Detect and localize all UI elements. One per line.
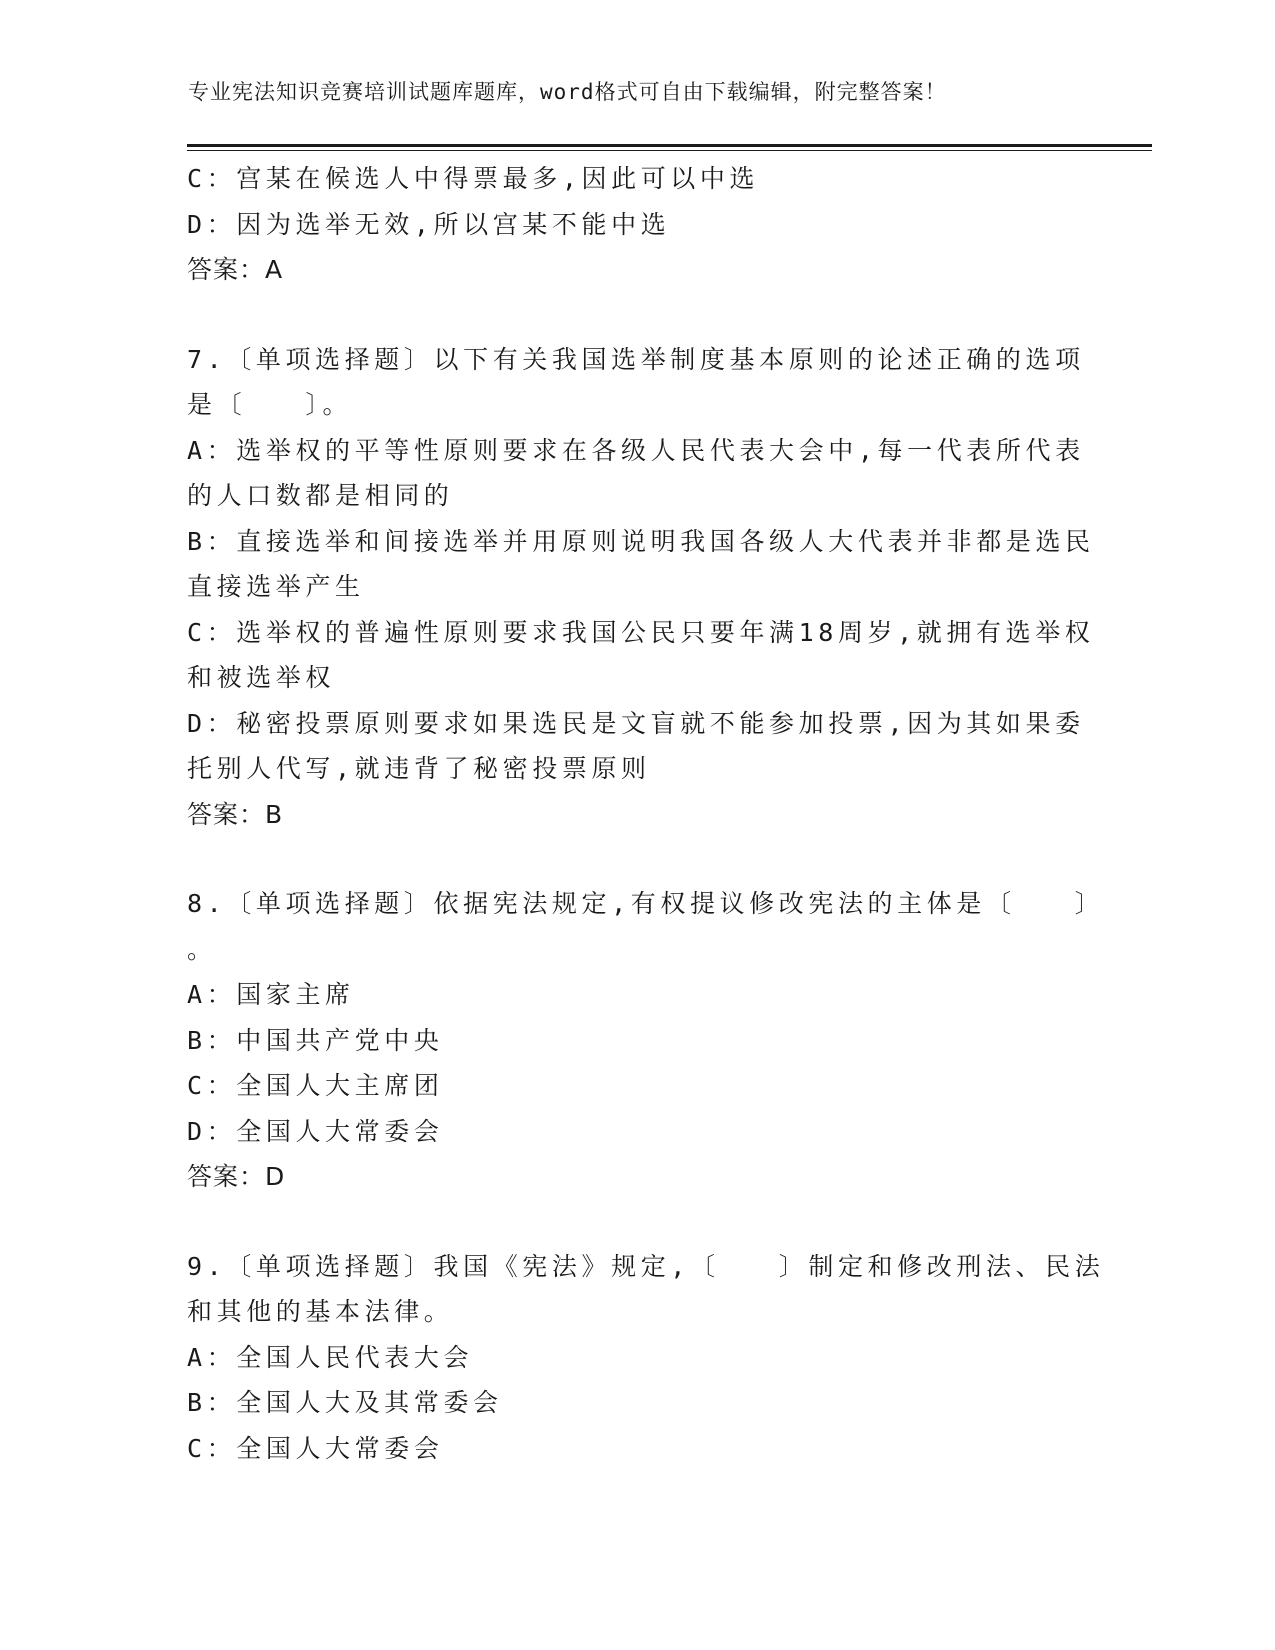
q7-option-c-line-1: C：选举权的普遍性原则要求我国公民只要年满18周岁,就拥有选举权: [187, 617, 1095, 647]
q7-option-b-line-2: 直接选举产生: [187, 572, 365, 601]
page-header: 专业宪法知识竞赛培训试题库题库，word格式可自由下载编辑，附完整答案！: [188, 80, 947, 104]
q6-answer: 答案：A: [187, 255, 284, 284]
q7-stem-line-2: 是〔 〕。: [187, 390, 353, 419]
q9-option-b: B：全国人大及其常委会: [187, 1388, 503, 1417]
q7-option-a-line-1: A：选举权的平等性原则要求在各级人民代表大会中,每一代表所代表: [187, 435, 1085, 465]
q6-option-d: D：因为选举无效,所以宫某不能中选: [187, 209, 671, 239]
q7-stem-line-1: 7.〔单项选择题〕以下有关我国选举制度基本原则的论述正确的选项: [187, 344, 1085, 374]
q9-option-a: A：全国人民代表大会: [187, 1342, 474, 1372]
q8-option-d: D：全国人大常委会: [187, 1116, 444, 1146]
q6-option-c: C：宫某在候选人中得票最多,因此可以中选: [187, 164, 760, 193]
q8-answer: 答案：D: [187, 1162, 286, 1191]
q7-answer: 答案：B: [187, 799, 284, 829]
q7-option-c-line-2: 和被选举权: [187, 663, 336, 692]
question-7: [187, 337, 1095, 838]
q7-option-d-line-1: D：秘密投票原则要求如果选民是文盲就不能参加投票,因为其如果委: [187, 708, 1085, 738]
header-rule-thick: [187, 144, 1152, 147]
q9-option-c: C：全国人大常委会: [187, 1433, 444, 1463]
question-9: [187, 1244, 1105, 1472]
q7-option-b-line-1: B：直接选举和间接选举并用原则说明我国各级人大代表并非都是选民: [187, 526, 1095, 556]
question-6-tail: [187, 156, 1087, 293]
q7-option-d-line-2: 托别人代写,就违背了秘密投票原则: [187, 754, 651, 783]
q8-option-c: C：全国人大主席团: [187, 1071, 444, 1100]
q7-option-a-line-2: 的人口数都是相同的: [187, 481, 454, 510]
question-8: [187, 881, 1105, 1200]
spacer: [187, 293, 1087, 337]
spacer: [187, 837, 1087, 881]
q8-stem-line-2: 。: [187, 934, 217, 964]
question-content: [187, 156, 1105, 1471]
header-rule-thin: [187, 150, 1152, 151]
q8-option-a: A：国家主席: [187, 980, 355, 1009]
q8-stem-line-1: 8.〔单项选择题〕依据宪法规定,有权提议修改宪法的主体是〔 〕: [187, 889, 1105, 918]
q9-stem-line-2: 和其他的基本法律。: [187, 1297, 454, 1326]
q8-option-b: B：中国共产党中央: [187, 1025, 444, 1055]
q9-stem-line-1: 9.〔单项选择题〕我国《宪法》规定,〔 〕制定和修改刑法、民法: [187, 1251, 1105, 1281]
spacer: [187, 1200, 1087, 1244]
